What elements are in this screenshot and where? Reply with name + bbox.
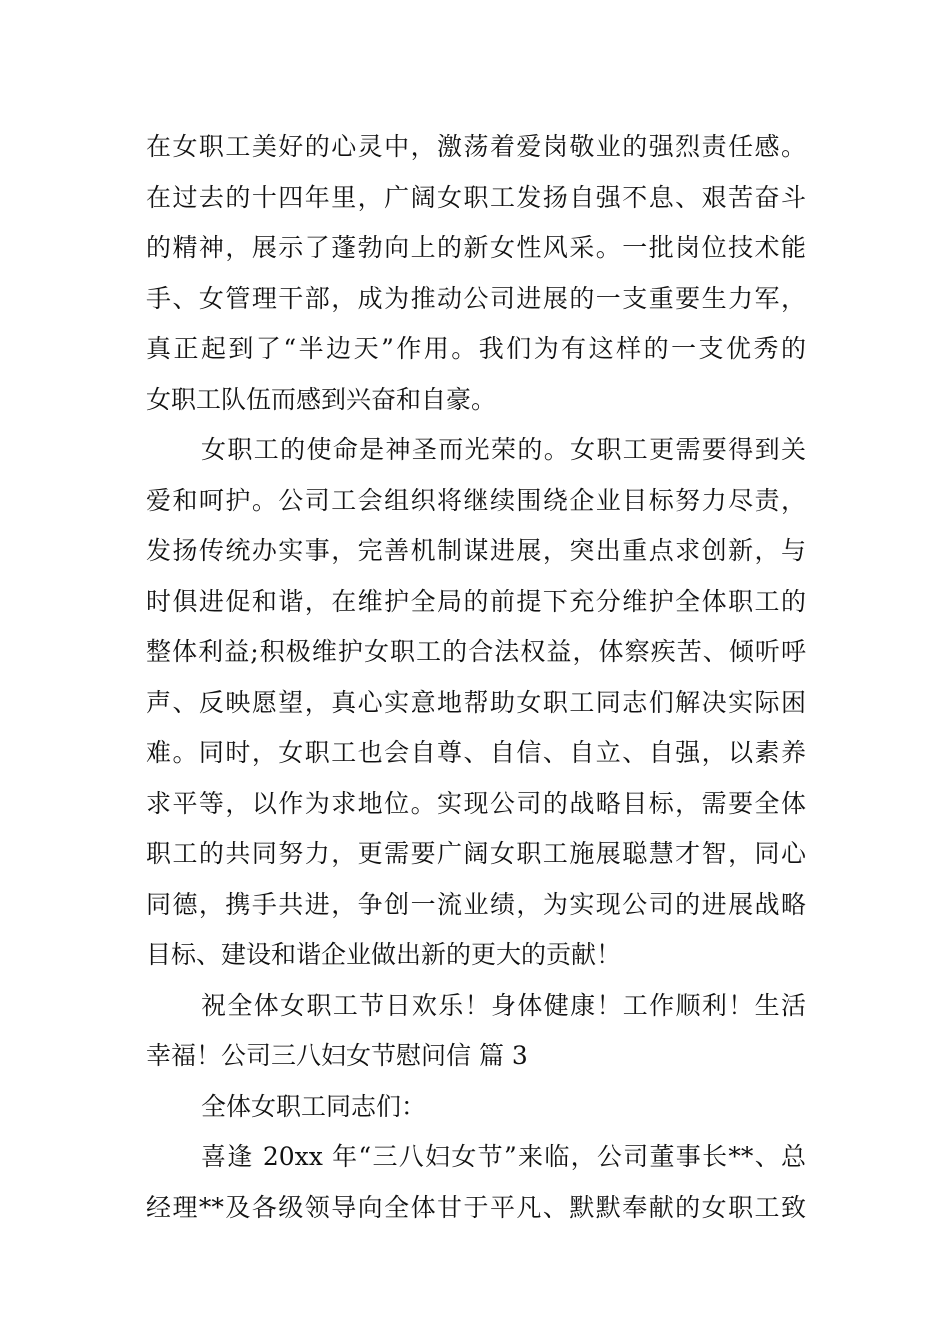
text-line: 同德，携手共进，争创一流业绩，为实现公司的进展战略 [146, 889, 806, 919]
text-line: 的精神，展示了蓬勃向上的新女性风采。一批岗位技术能 [146, 233, 806, 262]
text-line: 时俱进促和谐，在维护全局的前提下充分维护全体职工的 [146, 586, 806, 616]
text-line: 祝全体女职工节日欢乐！身体健康！工作顺利！生活 [201, 990, 806, 1020]
text-line: 在过去的十四年里，广阔女职工发扬自强不息、艰苦奋斗 [146, 182, 806, 212]
text-line: 喜逢 20xx 年“三八妇女节”来临，公司董事长**、总 [201, 1142, 806, 1171]
text-line: 爱和呵护。公司工会组织将继续围绕企业目标努力尽责， [146, 485, 806, 515]
text-line: 女职工的使命是神圣而光荣的。女职工更需要得到关 [201, 435, 806, 464]
text-line: 经理**及各级领导向全体甘于平凡、默默奉献的女职工致 [146, 1192, 806, 1222]
text-line: 全体女职工同志们： [201, 1091, 427, 1121]
text-line: 求平等，以作为求地位。实现公司的战略目标，需要全体 [146, 788, 806, 818]
text-line: 职工的共同努力，更需要广阔女职工施展聪慧才智，同心 [146, 839, 806, 868]
text-line: 女职工队伍而感到兴奋和自豪。 [146, 384, 497, 414]
text-line: 幸福！公司三八妇女节慰问信 篇 3 [146, 1041, 528, 1070]
document-body [146, 122, 806, 1233]
text-line: 真正起到了“半边天”作用。我们为有这样的一支优秀的 [146, 334, 806, 363]
text-line: 目标、建设和谐企业做出新的更大的贡献！ [146, 940, 622, 969]
text-line: 整体利益;积极维护女职工的合法权益，体察疾苦、倾听呼 [146, 637, 806, 666]
text-line: 在女职工美好的心灵中，激荡着爱岗敬业的强烈责任感。 [146, 132, 806, 161]
text-line: 发扬传统办实事，完善机制谋进展，突出重点求创新，与 [146, 536, 806, 565]
text-line: 难。同时，女职工也会自尊、自信、自立、自强，以素养 [146, 738, 806, 767]
text-line: 声、反映愿望，真心实意地帮助女职工同志们解决实际困 [146, 687, 806, 717]
text-line: 手、女管理干部，成为推动公司进展的一支重要生力军， [146, 283, 806, 313]
